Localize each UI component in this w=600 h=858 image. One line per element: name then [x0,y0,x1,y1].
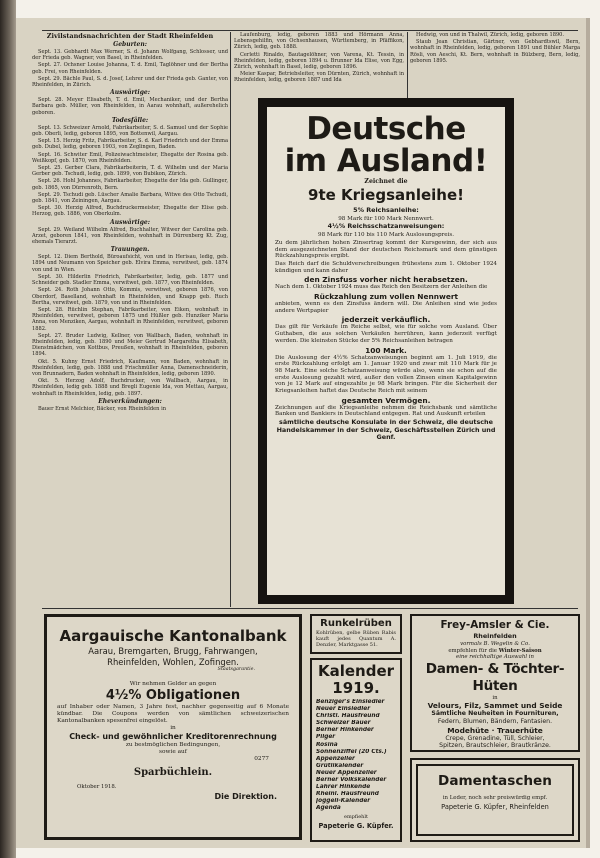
war-loan-title-line1: Deutsche [306,111,466,147]
column-divider [407,32,408,98]
kalender-item: Berner Volkskalender [316,777,387,784]
registry-section-title: Auswärtige: [110,218,150,226]
text-paragraph: Cerletti Rinaldo, Bautagelöhner, von Varena, Kt. Tessin, in Rheinfelden, ledig, geboren 1894 u. Brunner Ida Elise, von Egg, Zürich, wohnhaft in Basel, ledig, geboren 1896. [234,51,404,71]
bank-signature: Die Direktion. [214,792,277,801]
registry-section-title: Trauungen. [110,246,150,254]
bank-title: Aargauische Kantonalbank [59,627,287,645]
registry-entry: Sept. 29. Weiland Wilhelm Alfred, Buchhalter, Witwer der Carolina geb. Arzet, geboren 1841, von Rheinfelden, wohnhaft in Dürrenberg Kt. Zug, ehemals Tierarzt. [32,226,228,246]
kalender-item: Sonnenziffel (20 Cts.) [316,748,387,755]
war-loan-emphasis: jederzeit verkäuflich. [341,315,431,325]
bank-guarantee: Staatsgarantie. [217,667,255,672]
kalender-item: Rosina [316,741,338,748]
war-loan-consulates: sämtliche deutsche Konsulate in der Schweiz, die deutsche Handelskammer in der Schweiz, Geschäftsstellen Zürich und Genf. [276,418,496,442]
kalender-item: Joggeli-Kalender [316,798,371,805]
registry-entry: Sept. 13. Gebhardt Max Werner, S. d. Johann Wolfgang, Schlosser, und der Frieda geb. Wagner, von Basel, in Rheinfelden. [32,49,228,62]
kalender-list [316,699,396,813]
frey-in: in [492,694,498,701]
bank-locations: Aarau, Bremgarten, Brugg, Fahrwangen, [88,646,258,656]
bank-and: sowie auf [159,749,187,755]
frey-amsler-advertisement [410,614,580,752]
kalender-item: Benziger's Einsiedler [316,699,385,705]
frey-season: Winter-Saison [498,647,542,654]
registry-section-title: Geburten: [113,41,147,48]
kalender-item: Christl. Hausfreund [316,713,380,720]
book-spine-edge [0,0,16,858]
registry-entry: Sept. 28. Meyer Elisabeth, T. d. Emil, Mechaniker, und der Bertha Barbara geb. Müller, von Rheinfelden, in Aarau wohnhaft, außerehelich geboren. [32,97,228,116]
bank-savings: Sparbüchlein. [133,767,213,778]
kalender-footer-small: empfiehlt [343,813,369,820]
war-loan-45pct: 4½% Reichsschatzanweisungen: [327,222,445,231]
kalender-item: Lahrer Hinkende [316,784,371,791]
war-loan-paragraph: Zu dem jährlichen hohen Zinsertrag kommt der Kursgewinn, der sich aus dem ausgezeichneten Stand der deutschen Reichsmark und dem günstigen Rückzahlungspreis ergibt. [275,239,497,260]
frey-title: Frey-Amsler & Cie. [440,619,550,631]
bank-in: in [170,725,176,731]
kalender-advertisement [310,658,402,842]
bank-date: Oktober 1918. [77,784,117,790]
kalender-item: Rheinl. Hausfreund [316,791,379,798]
kalender-item: Agenda [316,805,341,812]
runkel-text: Kohlrüben, gelbe Rüben Rabis kauft jedes Quantum A. Denzler, Marktgasse 51. [316,630,396,648]
war-loan-45pct-price: 98 Mark für 110 bis 110 Mark Auslosungspreis. [318,232,454,239]
war-loan-advertisement [258,98,514,604]
bank-ref: 0277 [254,756,269,762]
war-loan-emphasis: den Zinsfuss vorher nicht herabsetzen. [304,275,468,285]
kalender-item: Neuer Einsiedler [316,706,371,713]
text-paragraph: Hedwig, von und in Thalwil, Zürich, ledig, geboren 1890. [416,32,565,38]
kalender-item: Grütlikalender [316,762,364,769]
registry-entry: Sept. 13. Schweizer Arnold, Fabrikarbeiter, S. d. Samuel und der Sophie geb. Oberli, ledig, geboren 1895, von Bottenwil, Aargau. [32,124,228,138]
frey-former: vormals B. Wegelin & Co. [460,641,530,647]
registry-entry: Okt. 5. Herzog Adolf, Buchdrucker, von Wallbach, Aargau, in Rheinfelden, ledig geb. 1888 und Bregli Eugenie Ida, von Mettau, Aargau, wohnhaft in Rheinfelden, ledig, geb. 1897. [32,378,228,397]
war-loan-emphasis: Rückzahlung zum vollen Nennwert [313,292,459,302]
kalender-item: Schweizer Bauer [316,720,371,727]
frey-fabrics: Crepe, Grenadine, Tüll, Schleier, [445,734,545,742]
kalender-item: Berner Hinkender [316,727,374,734]
text-paragraph: Meier Kaspar, Betriebsleiter, von Dürnten, Zürich, wohnhaft in Rheinfelden, ledig, geboren 1887 und Ida [234,71,404,84]
registry-entry: Sept. 30. Hilderlin Friedrich, Fabrikarbeiter, ledig, geb. 1877 und Schneider geb. Stadler Emma, verwitwet, geb. 1877, von Rheinfelden. [32,273,228,287]
war-loan-paragraph: Das gilt für Verkäufe im Reiche selbst, wie für solche vom Ausland. Über Guthaben, die aus solchen Verkäufen herrühren, kann jederzeit verfügt werden. Die kleinsten Stücke der 5% Reichsanleihen betragen [275,324,497,344]
registry-entry: Sept. 25. Gerber Clara, Fabrikarbeiterin, T. d. Wilhelm und der Maria Gerber geb. Tschudi, ledig, geb. 1899, von Bubikon, Zürich. [32,165,228,178]
registry-section-title: Auswärtige: [110,89,150,97]
war-loan-paragraph: Das Reich darf die Schuldverschreibungen frühestens zum 1. Oktober 1924 kündigen und kann daher [275,260,497,274]
bank-locations: Rheinfelden, Wohlen, Zofingen. [107,656,239,667]
kalender-title: Kalender [317,662,395,680]
top-rule [42,30,578,31]
registry-section-title: Todesfälle: [111,116,149,124]
war-loan-emphasis: 100 Mark. [365,345,407,355]
frey-city: Rheinfelden [473,632,517,640]
war-loan-5pct-price: 98 Mark für 100 Mark Nennwert. [338,215,434,222]
registry-entry: Sept. 29. Tschudi geb. Lüscher Amalie Barbara, Witwe des Otto Tschudi, geb. 1841, von Zeiningen, Aargau. [32,191,228,205]
bank-terms: auf Inhaber oder Namen, 3 Jahre fest, nachher gegenseitig auf 6 Monate kündbar. Die Coupons werden von sämtlichen schweizerischen Kantonalbanken spesenfrei eingelöst. [57,704,289,724]
frey-selection: eine reichhaltige Auswahl in [456,654,534,661]
column-divider [230,32,231,607]
bank-account-type: Check- und gewöhnlicher Kreditorenrechnung [69,732,277,741]
registry-entry: Sept. 12. Diem Berthold, Büroaufsicht, von und in Herisau, ledig, geb. 1894 und Neumann von Speicher geb. Elvira Emma, verwitwet, geb. 1874 von und in Wien. [32,254,228,273]
damentaschen-title: Damentaschen [438,773,552,789]
registry-entry: Okt. 5. Kuhny Ernst Friedrich, Kaufmann, von Baden, wohnhaft in Rheinfelden, ledig, geb. 1888 und Frischmüller Anna, Damenschneiderin, von Brunnadern, Baden wohnhaft in Rheinfelden, ledig, geboren 1890. [32,358,228,377]
war-loan-headline: 9te Kriegsanleihe! [308,186,464,204]
registry-entry: Sept. 16. Schwiter Emil, Polizeiwachtmeister, Ehegatte der Rosina geb. Weißkopf, geb. 1870, von Rheinfelden. [32,151,228,164]
newspaper-page [16,18,590,848]
kalender-year: 1919. [332,679,380,697]
kalender-item: Appenzeller [316,755,355,762]
registry-entry: Sept. 27. Ochsner Louise Johanna, T. d. Emil, Taglöhner und der Bertha geb. Frei, von Rheinfelden. [32,62,228,75]
war-loan-paragraph: anbieten, wenn es den Zinsfuss ändern will. Die Anleihen sind wie jedes andere Wertpapier [275,301,497,314]
damentaschen-advertisement [410,758,580,842]
registry-section-title: Eheverkündungen: [98,397,162,405]
runkelrueben-advertisement [310,614,402,654]
war-loan-paragraph: Zeichnungen auf die Kriegsanleihe nehmen die Reichsbank und sämtliche Banken und Bankiers in Deutschland entgegen. Rat und Auskunft erteilen [275,404,497,418]
kalender-item: Pilger [316,734,336,741]
frey-recommends: empfehlen für die [448,647,497,654]
damentaschen-text: in Leder, noch sehr preiswürdig empf. [442,795,548,801]
frey-materials: Velours, Filz, Sammet und Seide [427,701,563,711]
war-loan-paragraph: Nach dem 1. Oktober 1924 muss das Reich den Besitzern der Anleihen die [275,284,488,291]
war-loan-title-line2: im Ausland! [284,143,488,179]
runkel-title: Runkelrüben [320,618,392,629]
war-loan-5pct: 5% Reichsanleihe: [353,206,419,214]
war-loan-subscribe: Zeichnet die [364,178,408,185]
frey-fabrics: Spitzen, Brautschleier, Brautkränze. [439,742,551,750]
registry-entry: Sept. 29. Bächle Paul, S. d. Josef, Lehrer und der Frieda geb. Ganter, von Rheinfelden, in Zürich. [32,75,228,89]
kalender-item: Neuer Appenzeller [316,769,377,776]
bank-conditions: zu bestmöglichen Bedingungen, [125,742,221,748]
frey-section: Modehüte · Trauerhüte [447,725,543,735]
registry-entry: Sept. 24. Roth Johann Otto, Kommis, verwitwet, geboren 1876, von Oberdorf, Baselland, wohnhaft in Rheinfelden, und Knapp geb. Ruch Bertha, verwitwet, geb. 1879, von und in Rheinfelden. [32,287,228,306]
bank-obligationen: 4½% Obligationen [105,688,241,703]
frey-hats: Damen- & Töchter-Hüten [425,660,565,694]
registry-entry: Sept. 15. Herzig Fritz, Fabrikarbeiter, S. d. Karl Friedrich und der Emma geb. Dubel, ledig, geboren 1903, von Zeglingen, Baden. [32,138,228,151]
ads-divider-rule [42,608,578,609]
bank-intro: Wir nehmen Gelder an gegen [129,681,217,687]
war-loan-emphasis: gesamten Vermögen. [341,395,431,405]
registry-entry: Bauer Ernst Melchior, Bäcker, von Rheinfelden in [38,405,166,412]
registry-entry: Sept. 26. Hohl Johannes, Fabrikarbeiter, Ehegatte der Ida geb. Gullinger, geb. 1865, von Dürrenroth, Bern. [32,178,228,191]
text-paragraph: Staub Jean Christian, Gärtner, von Gebhardtswil, Bern, wohnhaft in Rheinfelden, ledig, geboren 1891 und Bühler Marga Rösli, von Aeschi, Kt. Bern, wohnhaft in Bülzberg, Bern, ledig, geboren 1895. [410,39,580,64]
registry-entry: Sept. 27. Bruder Ludwig, Kellner, von Wallbach, Baden, wohnhaft in Rheinfelden, ledig, geb. 1890 und Meier Gertrud Margaretha Elisabeth, Dienstmädchen, von Kottbus, Preußen, wohnhaft in Rheinfelden, geboren 1894. [32,332,228,358]
registry-entry: Sept. 30. Herzig Alfred, Buchdruckermeister, Ehegatte der Elise geb. Herzog, geb. 1886, von Oberkulm. [32,205,228,218]
war-loan-paragraph: Die Auslosung der 4½% Schatzanweisungen beginnt am 1. Juli 1919, die erste Rückzahlung erfolgt am 1. Januar 1920 und zwar mit 110 Mark für je 98 Mark. Eine solche Schatzanweisung würde also, wenn sie schon auf die erste Auslosung gezahlt wird, außer den vollen Zinsen einen Kapitalgewinn von je 12 Mark auf eingezahlte je 98 Mark bringen. Für die Sicherheit der Kriegsanleihen haftet das Deutsche Reich mit seinem [275,354,497,395]
civil-registry-heading: Zivilstandsnachrichten der Stadt Rheinfelden [46,32,214,40]
damentaschen-footer: Papeterie G. Küpfer, Rheinfelden [441,803,549,811]
civil-registry-column [32,32,228,606]
frey-novelties: Sämtliche Neuheiten in Fournituren, [431,710,559,718]
kantonalbank-advertisement [44,614,302,840]
text-paragraph: Laufenburg, ledig, geboren 1883 und Hörmann Anna, Lebensgehilfin, von Ochsenhausen, Württemberg, in Pfäffikon, Zürich, ledig, geb. 1888. [234,32,404,51]
kalender-footer: Papeterie G. Küpfer. [318,821,394,830]
frey-feathers: Federn, Blumen, Bändern, Fantasien. [437,717,553,725]
registry-entry: Sept. 28. Rüchlin Stephan, Fabrikarbeiter, von Eiken, wohnhaft in Rheinfelden, verwitwet, geboren 1875 und Hüßler geb. Hunziker Maria Anna, von Menziken, Aargau, wohnhaft in Rheinfelden, verwitwet, geboren 1882. [32,306,228,332]
